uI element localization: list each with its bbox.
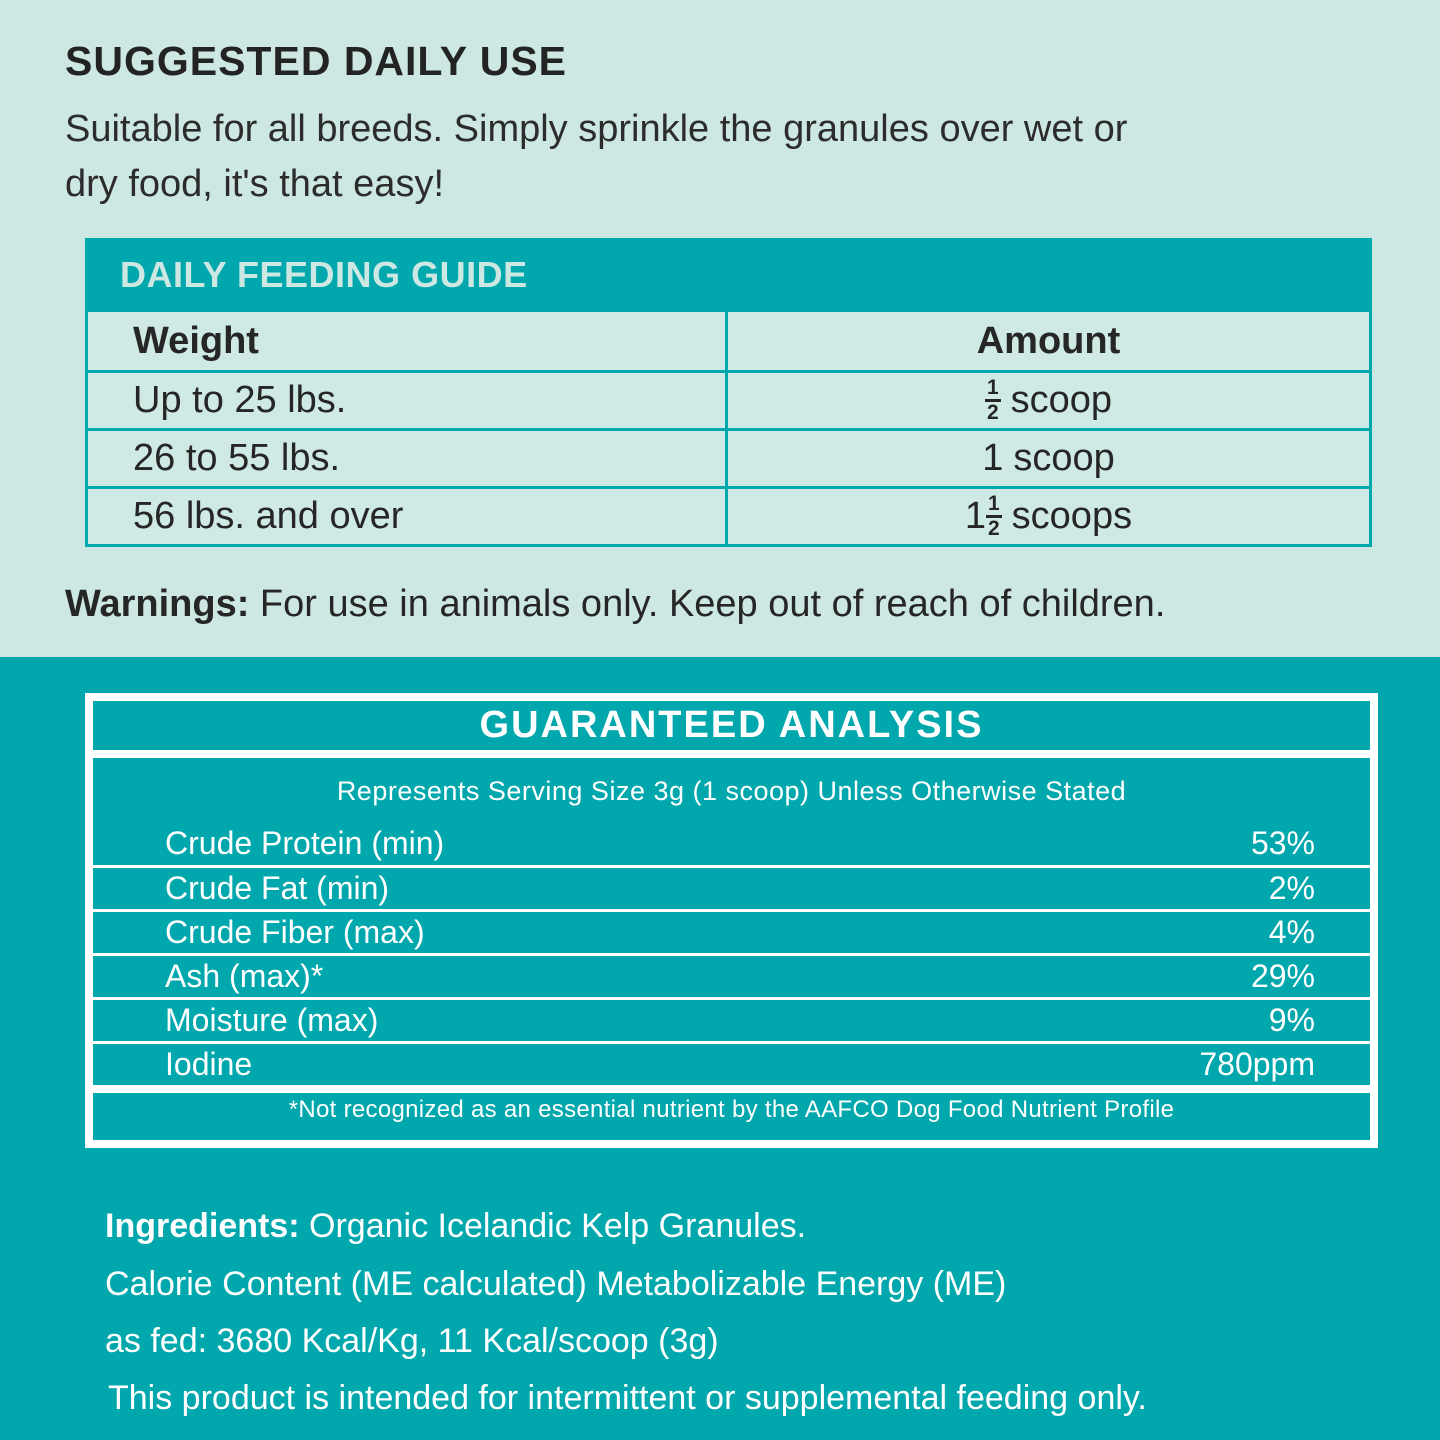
analysis-label: Iodine: [165, 1046, 253, 1082]
ingredients-text: [105, 1207, 806, 1246]
analysis-value: 53%: [1250, 824, 1315, 861]
usage-text-line2: dry food, it's that easy!: [65, 163, 444, 205]
analysis-label: Crude Fiber (max): [165, 914, 425, 950]
amount-unit: scoop: [1010, 379, 1113, 421]
amount-cell: [725, 431, 1369, 486]
serving-size-note: Represents Serving Size 3g (1 scoop) Unless Otherwise Stated: [336, 776, 1127, 806]
ingredients-body: Organic Icelandic Kelp Granules.: [309, 1207, 807, 1245]
warnings-label: Warnings:: [65, 583, 250, 625]
calorie-content-line2: as fed: 3680 Kcal/Kg, 11 Kcal/scoop (3g): [105, 1322, 719, 1360]
amount-fraction: $\frac{1}{2}$: [988, 492, 1000, 540]
warnings-body: For use in animals only. Keep out of reach of children.: [259, 583, 1166, 625]
analysis-label: Moisture (max): [165, 1002, 379, 1038]
aafco-footnote: *Not recognized as an essential nutrient by the AAFCO Dog Food Nutrient Profile: [93, 1085, 1370, 1127]
ingredients-label: Ingredients:: [105, 1207, 300, 1245]
usage-text: [65, 102, 1425, 212]
analysis-row: [93, 1041, 1370, 1085]
analysis-value: 29%: [1250, 958, 1315, 994]
usage-text-line1: Suitable for all breeds. Simply sprinkle the granules over wet or: [65, 108, 1128, 150]
analysis-value: 4%: [1268, 914, 1315, 950]
column-header-amount: Amount: [725, 312, 1369, 370]
calorie-content-line1: Calorie Content (ME calculated) Metabolizable Energy (ME): [105, 1265, 1007, 1303]
table-row: [88, 370, 1369, 428]
suggested-daily-use-section: [0, 0, 1440, 657]
analysis-label: Crude Protein (min): [165, 824, 445, 861]
analysis-value: 780ppm: [1199, 1046, 1315, 1082]
table-row: [88, 486, 1369, 544]
guaranteed-analysis-box: [85, 693, 1378, 1148]
amount-cell: [725, 489, 1369, 544]
column-header-weight: Weight: [133, 319, 259, 362]
amount-cell: [725, 373, 1369, 428]
analysis-row: [93, 953, 1370, 997]
weight-cell: 56 lbs. and over: [133, 495, 404, 537]
table-row: [88, 428, 1369, 486]
feeding-guide-grid: [85, 312, 1372, 547]
guaranteed-analysis-title: GUARANTEED ANALYSIS: [93, 701, 1370, 758]
feeding-guide-header-row: [88, 312, 1369, 370]
analysis-row: [93, 997, 1370, 1041]
feeding-guide-title: DAILY FEEDING GUIDE: [85, 238, 1372, 312]
guaranteed-analysis-section: [0, 657, 1440, 1440]
analysis-row: [93, 865, 1370, 909]
amount-whole: 1: [964, 495, 987, 537]
page-title: SUGGESTED DAILY USE: [65, 38, 568, 84]
amount-fraction: $\frac{1}{2}$: [986, 376, 999, 424]
analysis-value: 9%: [1268, 1002, 1315, 1038]
supplemental-feeding-note: This product is intended for intermittent or supplemental feeding only.: [108, 1379, 1147, 1417]
analysis-rows: [93, 821, 1370, 1085]
amount-unit: scoop: [1013, 437, 1115, 479]
amount-whole: 1: [982, 437, 1004, 479]
weight-cell: 26 to 55 lbs.: [133, 437, 341, 479]
analysis-row: [93, 821, 1370, 865]
analysis-row: [93, 909, 1370, 953]
amount-unit: scoops: [1011, 495, 1133, 537]
analysis-value: 2%: [1268, 870, 1315, 906]
warnings-text: [65, 583, 1425, 626]
analysis-label: Ash (max)*: [165, 958, 324, 994]
weight-cell: Up to 25 lbs.: [133, 379, 347, 421]
daily-feeding-guide-table: [85, 238, 1372, 547]
analysis-label: Crude Fat (min): [165, 870, 390, 906]
